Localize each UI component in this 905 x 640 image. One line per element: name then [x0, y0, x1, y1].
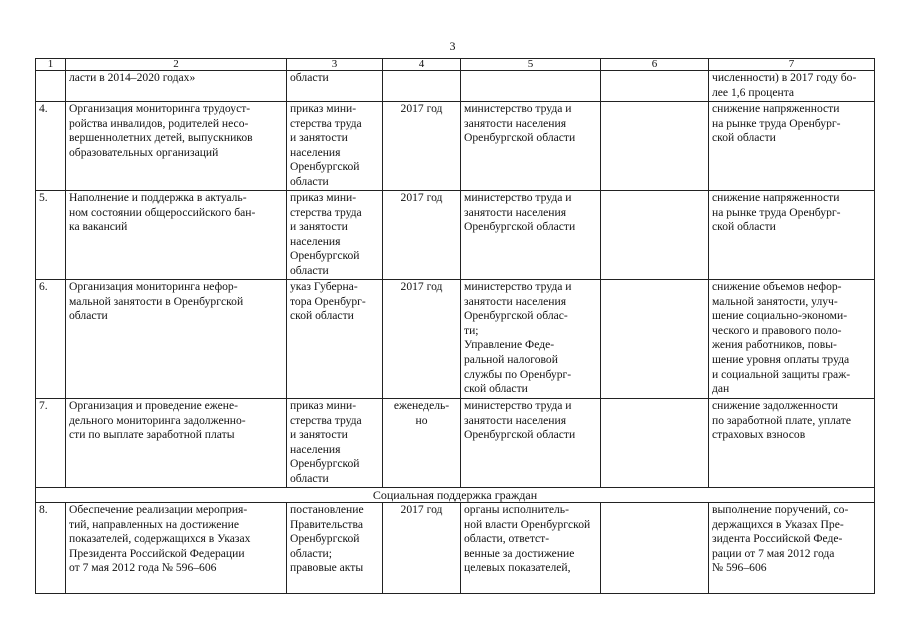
row-number: 6. — [36, 280, 66, 399]
section-title: Социальная поддержка граждан — [36, 488, 875, 503]
row-number: 4. — [36, 102, 66, 191]
executor: министерство труда и занятости населения Оренбургской области — [461, 191, 601, 280]
measure-name: Обеспечение реализации мероприя- тий, направленных на достижение показателей, содержащихся в Указах Президента Российской Федерации от 7 мая 2012 года № 596–606 — [66, 503, 287, 594]
column-number: 6 — [601, 59, 709, 71]
deadline: 2017 год — [383, 102, 461, 191]
legal-basis: приказ мини- стерства труда и занятости населения Оренбургской области — [287, 191, 383, 280]
column-number: 2 — [66, 59, 287, 71]
table-row — [36, 399, 875, 488]
legal-basis: постановление Правительства Оренбургской области; правовые акты — [287, 503, 383, 594]
row-number — [36, 71, 66, 102]
table-row — [36, 280, 875, 399]
expected-result: численности) в 2017 году бо- лее 1,6 процента — [709, 71, 875, 102]
expected-result: снижение объемов нефор- мальной занятости, улуч- шение социально-экономи- ческого и правового поло- жения работников, повы- шение уровня оплаты труда и социальной защиты граж- дан — [709, 280, 875, 399]
executor: министерство труда и занятости населения Оренбургской облас- ти; Управление Федe- ральной налоговой службы по Оренбург- ской области — [461, 280, 601, 399]
measure-name: Организация мониторинга трудоуст- ройства инвалидов, родителей несо- вершеннолетних детей, выпускников образовательных организаций — [66, 102, 287, 191]
column-6-cell — [601, 191, 709, 280]
executor: министерство труда и занятости населения Оренбургской области — [461, 102, 601, 191]
measure-name: Организация и проведение еженe- дельного мониторинга задолженно- сти по выплате заработной платы — [66, 399, 287, 488]
page-number: 3 — [449, 39, 456, 53]
measures-table — [35, 58, 875, 594]
legal-basis: приказ мини- стерства труда и занятости населения Оренбургской области — [287, 399, 383, 488]
legal-basis: приказ мини- стерства труда и занятости населения Оренбургской области — [287, 102, 383, 191]
measure-name: Наполнение и поддержка в актуаль- ном состоянии общероссийского бан- ка вакансий — [66, 191, 287, 280]
column-number: 3 — [287, 59, 383, 71]
expected-result: выполнение поручений, со- держащихся в Указах Пре- зидента Российской Феде- рации от 7 мая 2012 года № 596–606 — [709, 503, 875, 594]
executor: органы исполнитель- ной власти Оренбургской области, ответст- венные за достижение целевых показателей, — [461, 503, 601, 594]
measure-name: ласти в 2014–2020 годах» — [66, 71, 287, 102]
column-6-cell — [601, 399, 709, 488]
row-number: 7. — [36, 399, 66, 488]
legal-basis: указ Губерна- тора Оренбург- ской области — [287, 280, 383, 399]
deadline: 2017 год — [383, 503, 461, 594]
column-number-row — [36, 59, 875, 71]
deadline: еженедель- но — [383, 399, 461, 488]
column-number: 1 — [36, 59, 66, 71]
column-number: 5 — [461, 59, 601, 71]
deadline — [383, 71, 461, 102]
row-number: 8. — [36, 503, 66, 594]
table-row — [36, 102, 875, 191]
deadline: 2017 год — [383, 280, 461, 399]
column-6-cell — [601, 71, 709, 102]
table-row — [36, 503, 875, 594]
table-row — [36, 71, 875, 102]
measure-name: Организация мониторинга нефор- мальной занятости в Оренбургской области — [66, 280, 287, 399]
column-6-cell — [601, 102, 709, 191]
expected-result: снижение задолженности по заработной плате, уплате страховых взносов — [709, 399, 875, 488]
column-6-cell — [601, 280, 709, 399]
table-row — [36, 191, 875, 280]
column-number: 4 — [383, 59, 461, 71]
expected-result: снижение напряженности на рынке труда Оренбург- ской области — [709, 191, 875, 280]
column-6-cell — [601, 503, 709, 594]
row-number: 5. — [36, 191, 66, 280]
executor — [461, 71, 601, 102]
column-number: 7 — [709, 59, 875, 71]
legal-basis: области — [287, 71, 383, 102]
expected-result: снижение напряженности на рынке труда Оренбург- ской области — [709, 102, 875, 191]
section-row — [36, 488, 875, 503]
deadline: 2017 год — [383, 191, 461, 280]
executor: министерство труда и занятости населения Оренбургской области — [461, 399, 601, 488]
